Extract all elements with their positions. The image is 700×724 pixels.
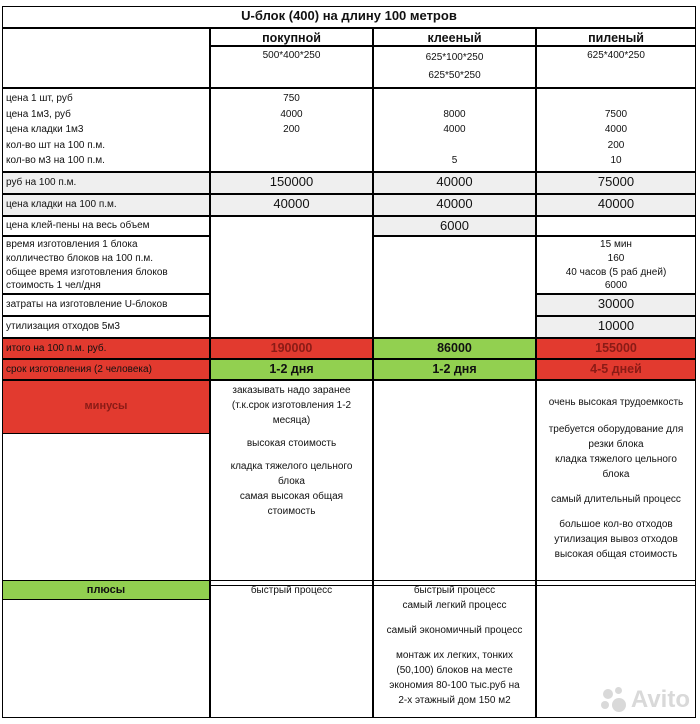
size-glued: 625*100*250 625*50*250 <box>373 46 536 88</box>
params-bought: 750 4000 200 <box>210 88 373 172</box>
table-title: U-блок (400) на длину 100 метров <box>2 6 696 28</box>
rub100-label: руб на 100 п.м. <box>2 172 210 194</box>
waste-label: утилизация отходов 5м3 <box>2 316 210 338</box>
params-labels: цена 1 шт, руб цена 1м3, руб цена кладки 1м3 кол-во шт на 100 п.м. кол-во м3 на 100 п.м. <box>2 88 210 172</box>
total-sawn: 155000 <box>536 338 696 359</box>
term-bought: 1-2 дня <box>210 359 373 380</box>
term-glued: 1-2 дня <box>373 359 536 380</box>
pluses-glued: быстрый процесс самый легкий процесс самый экономичный процесс монтаж их легких, тонких (50,100) блоков на месте экономия 80-100 тыс.руб на 2-х этажный дом 150 м2 <box>373 580 536 718</box>
laying-bought: 40000 <box>210 194 373 216</box>
glued-empty <box>373 236 536 338</box>
avito-watermark <box>601 686 690 714</box>
laying-glued: 40000 <box>373 194 536 216</box>
avito-logo-icon <box>601 687 627 713</box>
laying-sawn: 40000 <box>536 194 696 216</box>
glue-glued: 6000 <box>373 216 536 236</box>
minuses-area <box>2 380 210 586</box>
col-header-sawn: пиленый <box>536 28 696 46</box>
pluses-table <box>2 580 696 720</box>
minuses-sawn: очень высокая трудоемкость требуется оборудование для резки блока кладка тяжелого цельного блока самый длительный процесс большое кол-во отходов утилизация вывоз отходов высокая общая стоимость <box>536 380 696 586</box>
ucost-label: затраты на изготовление U-блоков <box>2 294 210 316</box>
minuses-label: минусы <box>2 380 210 434</box>
pluses-label: плюсы <box>2 580 210 600</box>
col-header-glued: клееный <box>373 28 536 46</box>
bought-empty <box>210 216 373 338</box>
minuses-glued <box>373 380 536 586</box>
params-glued: 8000 4000 5 <box>373 88 536 172</box>
rub100-bought: 150000 <box>210 172 373 194</box>
laying-label: цена кладки на 100 п.м. <box>2 194 210 216</box>
term-sawn: 4-5 дней <box>536 359 696 380</box>
col-header-bought: покупной <box>210 28 373 46</box>
pluses-bought: быстрый процесс <box>210 580 373 718</box>
pluses-area <box>2 580 210 718</box>
size-sawn: 625*400*250 <box>536 46 696 88</box>
total-bought: 190000 <box>210 338 373 359</box>
production-labels: время изготовления 1 блока колличество блоков на 100 п.м. общее время изготовления блоков стоимость 1 чел/дня <box>2 236 210 294</box>
size-bought: 500*400*250 <box>210 46 373 88</box>
comparison-table <box>2 6 696 578</box>
rub100-glued: 40000 <box>373 172 536 194</box>
term-label: срок изготовления (2 человека) <box>2 359 210 380</box>
rub100-sawn: 75000 <box>536 172 696 194</box>
ucost-sawn: 30000 <box>536 294 696 316</box>
total-label: итого на 100 п.м. руб. <box>2 338 210 359</box>
header-blank <box>2 28 210 88</box>
minuses-bought: заказывать надо заранее (т.к.срок изготовления 1-2 месяца) высокая стоимость кладка тяжелого цельного блока самая высокая общая стоимость <box>210 380 373 586</box>
total-glued: 86000 <box>373 338 536 359</box>
sawn-glue-empty <box>536 216 696 236</box>
production-sawn: 15 мин 160 40 часов (5 раб дней) 6000 <box>536 236 696 294</box>
waste-sawn: 10000 <box>536 316 696 338</box>
glue-label: цена клей-пены на весь объем <box>2 216 210 236</box>
avito-watermark-text: Avito <box>630 686 690 713</box>
params-sawn: 7500 4000 200 10 <box>536 88 696 172</box>
